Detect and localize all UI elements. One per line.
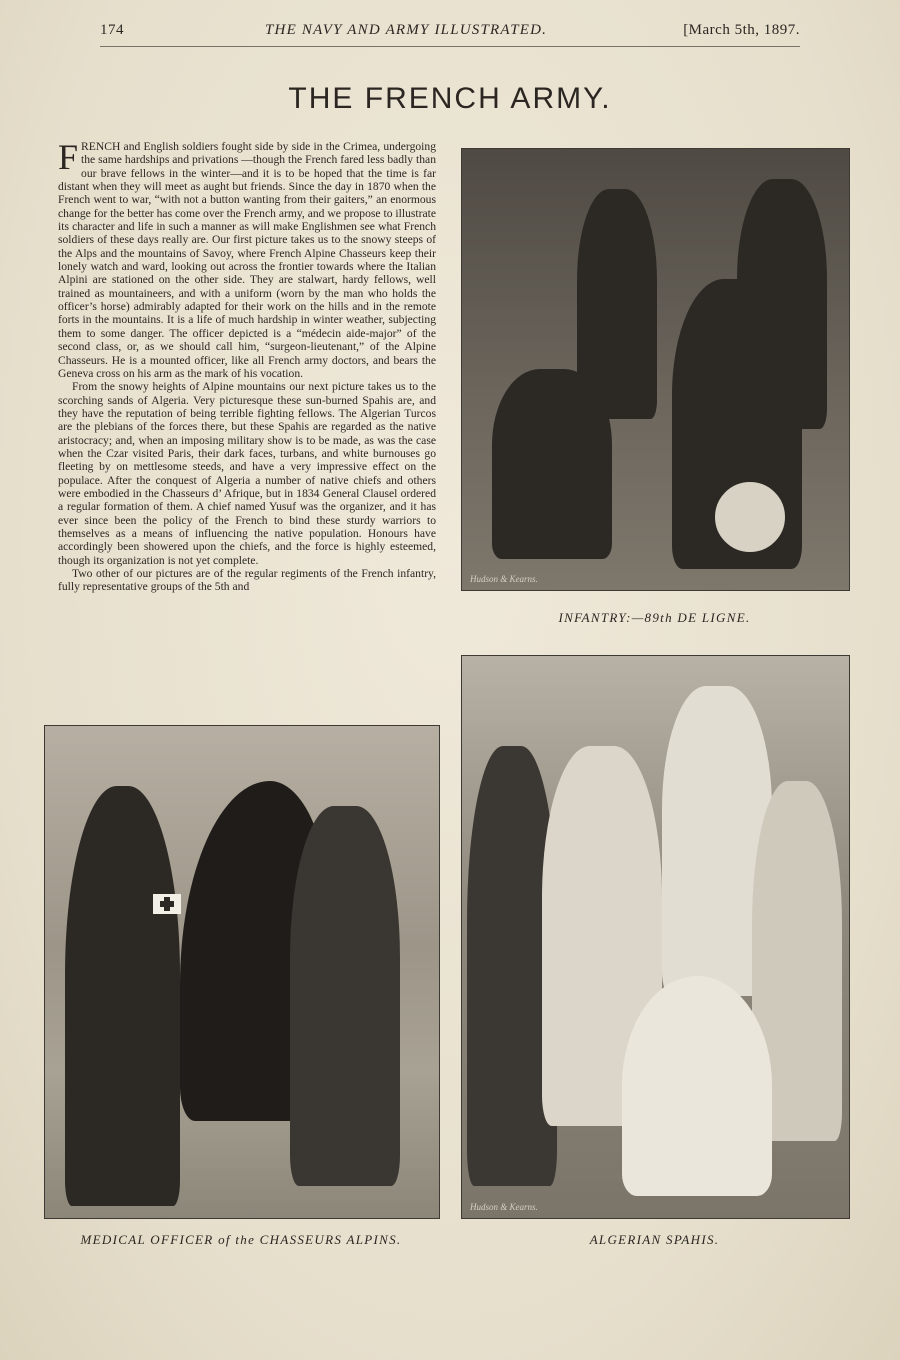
soldier-figure: [492, 369, 612, 559]
spahis-photo: [461, 655, 850, 1219]
article-title: THE FRENCH ARMY.: [288, 82, 612, 115]
geneva-armband: [153, 894, 181, 914]
article-body: [58, 140, 436, 705]
infantry-photo: [461, 148, 850, 591]
officer-figure: [65, 786, 180, 1206]
header-rule: [100, 46, 800, 47]
paragraph-1-text: RENCH and English soldiers fought side by side in the Crimea, undergoing the same hardships and privations —though the French fared less badly than our brave fellows in the winter—and it is to be hoped that the time is far distant when they will meet as aught but friends. Since the day in 1870 when the French went to war, “with not a button wanting from their gaiters,” an enormous change for the better has come over the French army, and we propose to illustrate its character and life in such a manner as will make Englishmen see what French soldiers of these days really are. Our first picture takes us to the snowy steeps of the Alps and the mountains of Savoy, where French Alpine Chasseurs keep their lonely watch and ward, looking out across the frontier towards where the Italian Alpini are stationed on the other side. They are stalwart, hardy fellows, well trained as mountaineers, and with a uniform (worn by the man who holds the officer’s horse) admirably adapted for their work on the hills and in the remote forts in the mountains. It is a life of much hardship in winter weather, subjecting them to some danger. The officer depicted is a “médecin aide-major” of the second class, or, as we should call him, “surgeon-lieutenant,” of the Alpine Chasseurs. He is a mounted officer, like all French army doctors, and bears the Geneva cross on his arm as the mark of his vocation.: [58, 140, 436, 380]
medical-caption: MEDICAL OFFICER of the CHASSEURS ALPINS.: [80, 1232, 402, 1247]
paragraph-1: [58, 140, 436, 380]
spahis-caption: ALGERIAN SPAHIS.: [589, 1232, 720, 1247]
paragraph-2: From the snowy heights of Alpine mountains our next picture takes us to the scorching sands of Algeria. Very picturesque these sun-burned Spahis are, and they have the reputation of being terrible fighting fellows. The Algerian Turcos are the plebians of the forces there, but these Spahis are regarded as the native aristocracy; and, when an imposing military show is to be made, as was the case when the Czar visited Paris, their dark faces, turbans, and white burnouses go fleeting by on mettlesome steeds, and have a very impressive effect on the populace. After the conquest of Algeria a number of native chiefs and others were embodied in the Chasseurs d’ Afrique, but in 1834 General Clausel ordered a regular formation of them. A chief named Yusuf was the organizer, and it has ever since been the policy of the French to bind these sturdy warriors to themselves as a means of influencing the native population. Honours have accordingly been showered upon the chiefs, and the force is highly esteemed, though its organization is not yet complete.: [58, 380, 436, 567]
paragraph-3: Two other of our pictures are of the regular regiments of the French infantry, fully representative groups of the 5th and: [58, 567, 436, 594]
drop-cap: F: [58, 140, 79, 177]
running-head: [100, 22, 800, 44]
infantry-caption: INFANTRY:—89th DE LIGNE.: [558, 610, 751, 625]
seated-spahi-figure: [622, 976, 772, 1196]
drum: [712, 479, 788, 555]
chasseur-figure: [290, 806, 400, 1186]
issue-date: [March 5th, 1897.: [683, 22, 800, 38]
journal-title: THE NAVY AND ARMY ILLUSTRATED.: [265, 22, 548, 38]
medical-officer-photo: [44, 725, 440, 1219]
photo-credit: Hudson & Kearns.: [470, 1202, 538, 1212]
photo-credit: Hudson & Kearns.: [470, 574, 538, 584]
page-number: 174: [100, 22, 124, 38]
